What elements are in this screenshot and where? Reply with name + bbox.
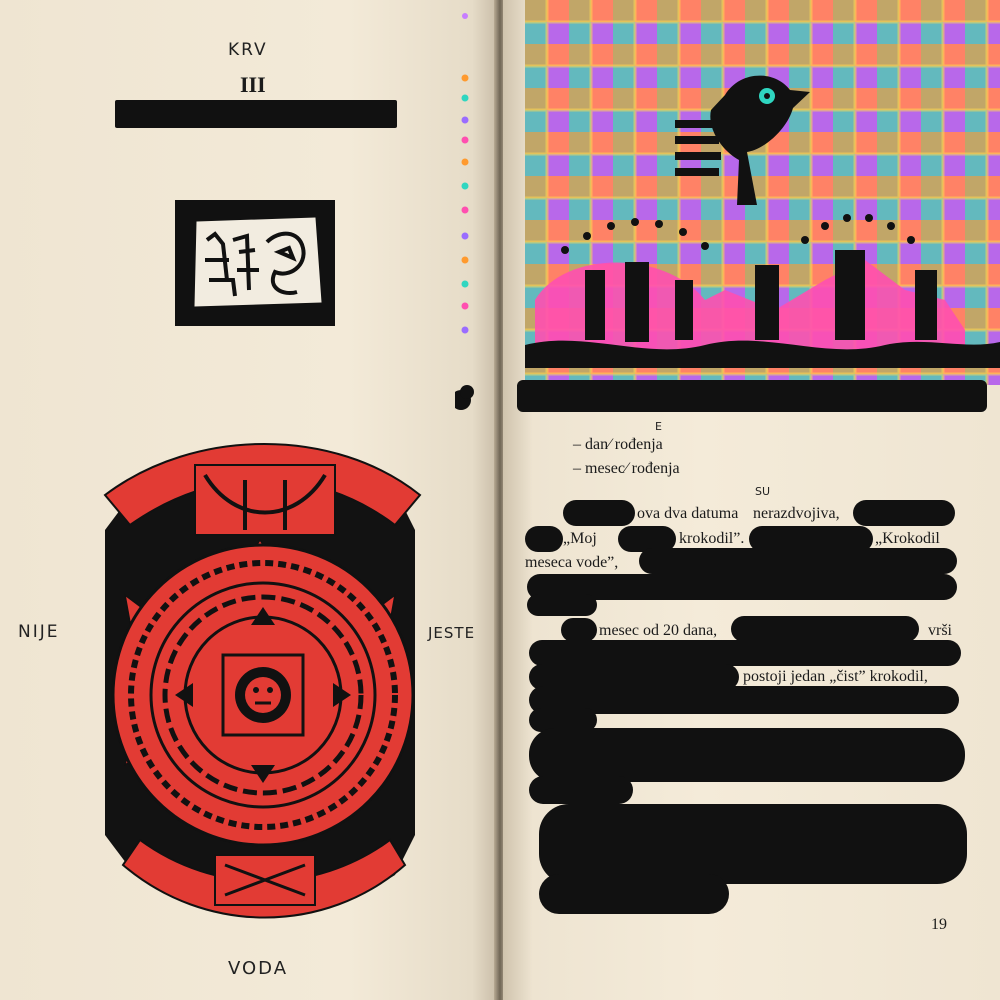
- bullet-birth-day: – dan⁄ rođenja: [573, 436, 663, 453]
- handwritten-insert-su: SU: [755, 485, 771, 498]
- handwritten-nije: NIJE: [18, 622, 60, 642]
- glyph-illustration: [175, 200, 335, 326]
- text-fragment: „Krokodil: [875, 530, 940, 547]
- left-page: [0, 0, 497, 1000]
- chapter-number: III: [240, 72, 266, 97]
- handwritten-jeste: JESTE: [428, 624, 476, 642]
- text-fragment: nerazdvojiva,: [753, 505, 840, 522]
- redaction-bar: [561, 618, 597, 642]
- text-fragment: meseca vode”,: [525, 554, 619, 571]
- glyph-picture-frame: [175, 200, 335, 326]
- text-fragment: vrši: [928, 622, 952, 639]
- redacted-chapter-title: [115, 100, 397, 128]
- page-number: 19: [931, 916, 947, 933]
- redaction-bar: [853, 500, 955, 526]
- handwritten-insert-e: E: [655, 420, 662, 433]
- text-fragment: krokodil”.: [679, 530, 745, 547]
- text-fragment: mesec od 20 dana,: [599, 622, 718, 639]
- redacted-caption: [517, 380, 987, 412]
- redaction-bar: [639, 548, 957, 574]
- redaction-bar: [731, 616, 919, 642]
- bullet-birth-month: – mesec⁄ rođenja: [573, 460, 680, 477]
- text-fragment: postoji jedan „čist” krokodil,: [743, 668, 928, 685]
- handwritten-krv: KRV: [228, 40, 268, 60]
- plaid-illustration: [525, 0, 1000, 385]
- redaction-bar: [529, 776, 633, 804]
- redaction-bar: [525, 526, 563, 552]
- text-fragment: „Moj: [563, 530, 597, 547]
- handwritten-voda: VODA: [228, 958, 289, 979]
- redaction-bar: [539, 804, 967, 884]
- redaction-bar: [527, 594, 597, 616]
- text-fragment: ova dva datuma: [637, 505, 739, 522]
- right-page: [503, 0, 1000, 1000]
- redaction-bar: [529, 686, 959, 714]
- aztec-calendar-stone: [95, 435, 435, 935]
- redaction-bar: [529, 728, 965, 782]
- redaction-bar: [529, 640, 961, 666]
- marker-dots-column: [455, 0, 475, 420]
- redaction-bar: [539, 874, 729, 914]
- redaction-bar: [563, 500, 635, 526]
